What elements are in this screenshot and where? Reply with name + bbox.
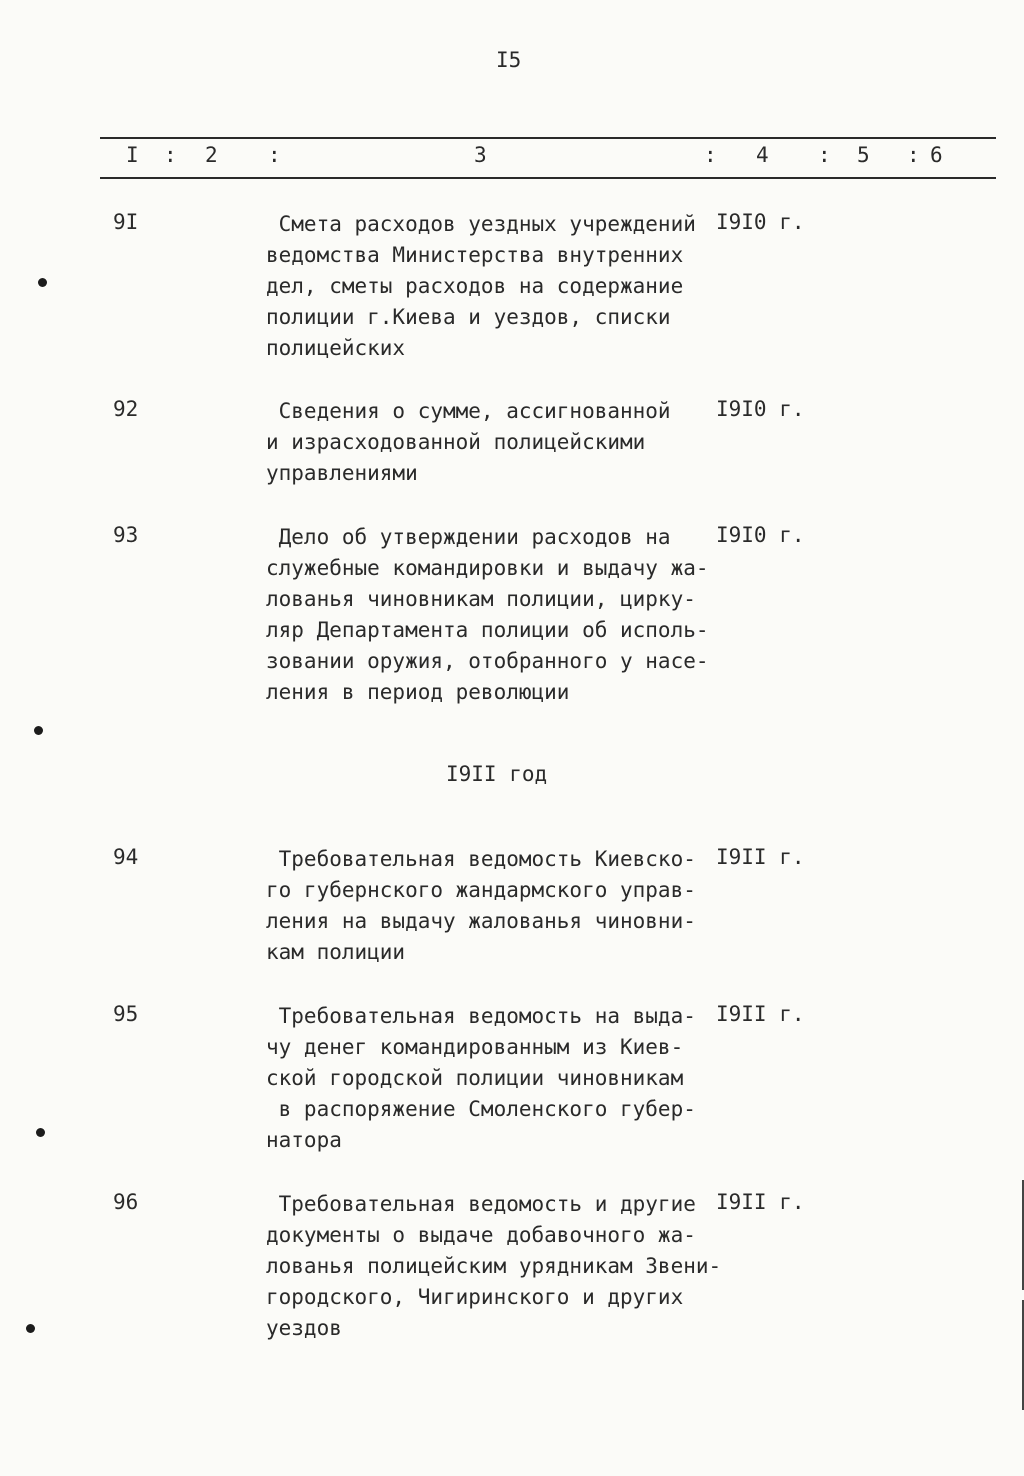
table-header-top-rule	[100, 137, 996, 139]
column-1-label: I	[126, 143, 139, 167]
column-separator: :	[164, 143, 177, 167]
column-separator: :	[907, 143, 920, 167]
table-header-bottom-rule	[100, 177, 996, 179]
entry-date: I9II г.	[716, 1002, 805, 1026]
description-line: ления на выдачу жалованья чиновни-	[266, 909, 696, 933]
entry-description	[266, 844, 716, 968]
description-line: го губернского жандармского управ-	[266, 878, 696, 902]
binding-hole-mark	[36, 1128, 45, 1137]
description-line: Дело об утверждении расходов на	[266, 525, 671, 549]
entry-number: 92	[113, 397, 139, 421]
page-number: I5	[496, 48, 522, 72]
description-line: и израсходованной полицейскими	[266, 430, 646, 454]
description-line: Требовательная ведомость и другие	[266, 1192, 696, 1216]
description-line: лованья полицейским урядникам Звени-	[266, 1254, 722, 1278]
binding-hole-mark	[38, 278, 47, 287]
description-line: документы о выдаче добавочного жа-	[266, 1223, 696, 1247]
binding-hole-mark	[26, 1324, 35, 1333]
entry-description	[266, 1001, 716, 1156]
entry-number: 96	[113, 1190, 139, 1214]
column-separator: :	[704, 143, 717, 167]
description-line: ведомства Министерства внутренних	[266, 243, 684, 267]
description-line: ления в период революции	[266, 680, 570, 704]
description-line: кам полиции	[266, 940, 406, 964]
entry-date: I9I0 г.	[716, 523, 805, 547]
description-line: служебные командировки и выдачу жа-	[266, 556, 709, 580]
column-3-label: 3	[474, 143, 487, 167]
column-separator: :	[268, 143, 281, 167]
description-line: уездов	[266, 1316, 342, 1340]
entry-description	[266, 396, 716, 489]
entry-date: I9I0 г.	[716, 210, 805, 234]
description-line: ляр Департамента полиции об исполь-	[266, 618, 709, 642]
entry-number: 94	[113, 845, 139, 869]
entry-number: 9I	[113, 210, 139, 234]
description-line: дел, сметы расходов на содержание	[266, 274, 684, 298]
description-line: зовании оружия, отобранного у насе-	[266, 649, 709, 673]
description-line: лованья чиновникам полиции, цирку-	[266, 587, 696, 611]
description-line: Сведения о сумме, ассигнованной	[266, 399, 671, 423]
description-line: в распоряжение Смоленского губер-	[266, 1097, 696, 1121]
entry-description	[266, 522, 716, 708]
column-2-label: 2	[205, 143, 218, 167]
entry-date: I9II г.	[716, 1190, 805, 1214]
description-line: ской городской полиции чиновникам	[266, 1066, 684, 1090]
description-line: полиции г.Киева и уездов, списки	[266, 305, 671, 329]
column-4-label: 4	[756, 143, 769, 167]
entry-number: 95	[113, 1002, 139, 1026]
column-separator: :	[818, 143, 831, 167]
description-line: городского, Чигиринского и других	[266, 1285, 684, 1309]
description-line: Требовательная ведомость Киевско-	[266, 847, 696, 871]
description-line: чу денег командированным из Киев-	[266, 1035, 684, 1059]
description-line: натора	[266, 1128, 342, 1152]
entry-number: 93	[113, 523, 139, 547]
column-6-label: 6	[930, 143, 943, 167]
entry-date: I9II г.	[716, 845, 805, 869]
entry-description	[266, 209, 716, 364]
description-line: Смета расходов уездных учреждений	[266, 212, 696, 236]
section-year-heading: I9II год	[446, 762, 548, 786]
description-line: управлениями	[266, 461, 418, 485]
description-line: Требовательная ведомость на выда-	[266, 1004, 696, 1028]
description-line: полицейских	[266, 336, 406, 360]
entry-description	[266, 1189, 722, 1344]
column-5-label: 5	[857, 143, 870, 167]
binding-hole-mark	[34, 726, 43, 735]
entry-date: I9I0 г.	[716, 397, 805, 421]
